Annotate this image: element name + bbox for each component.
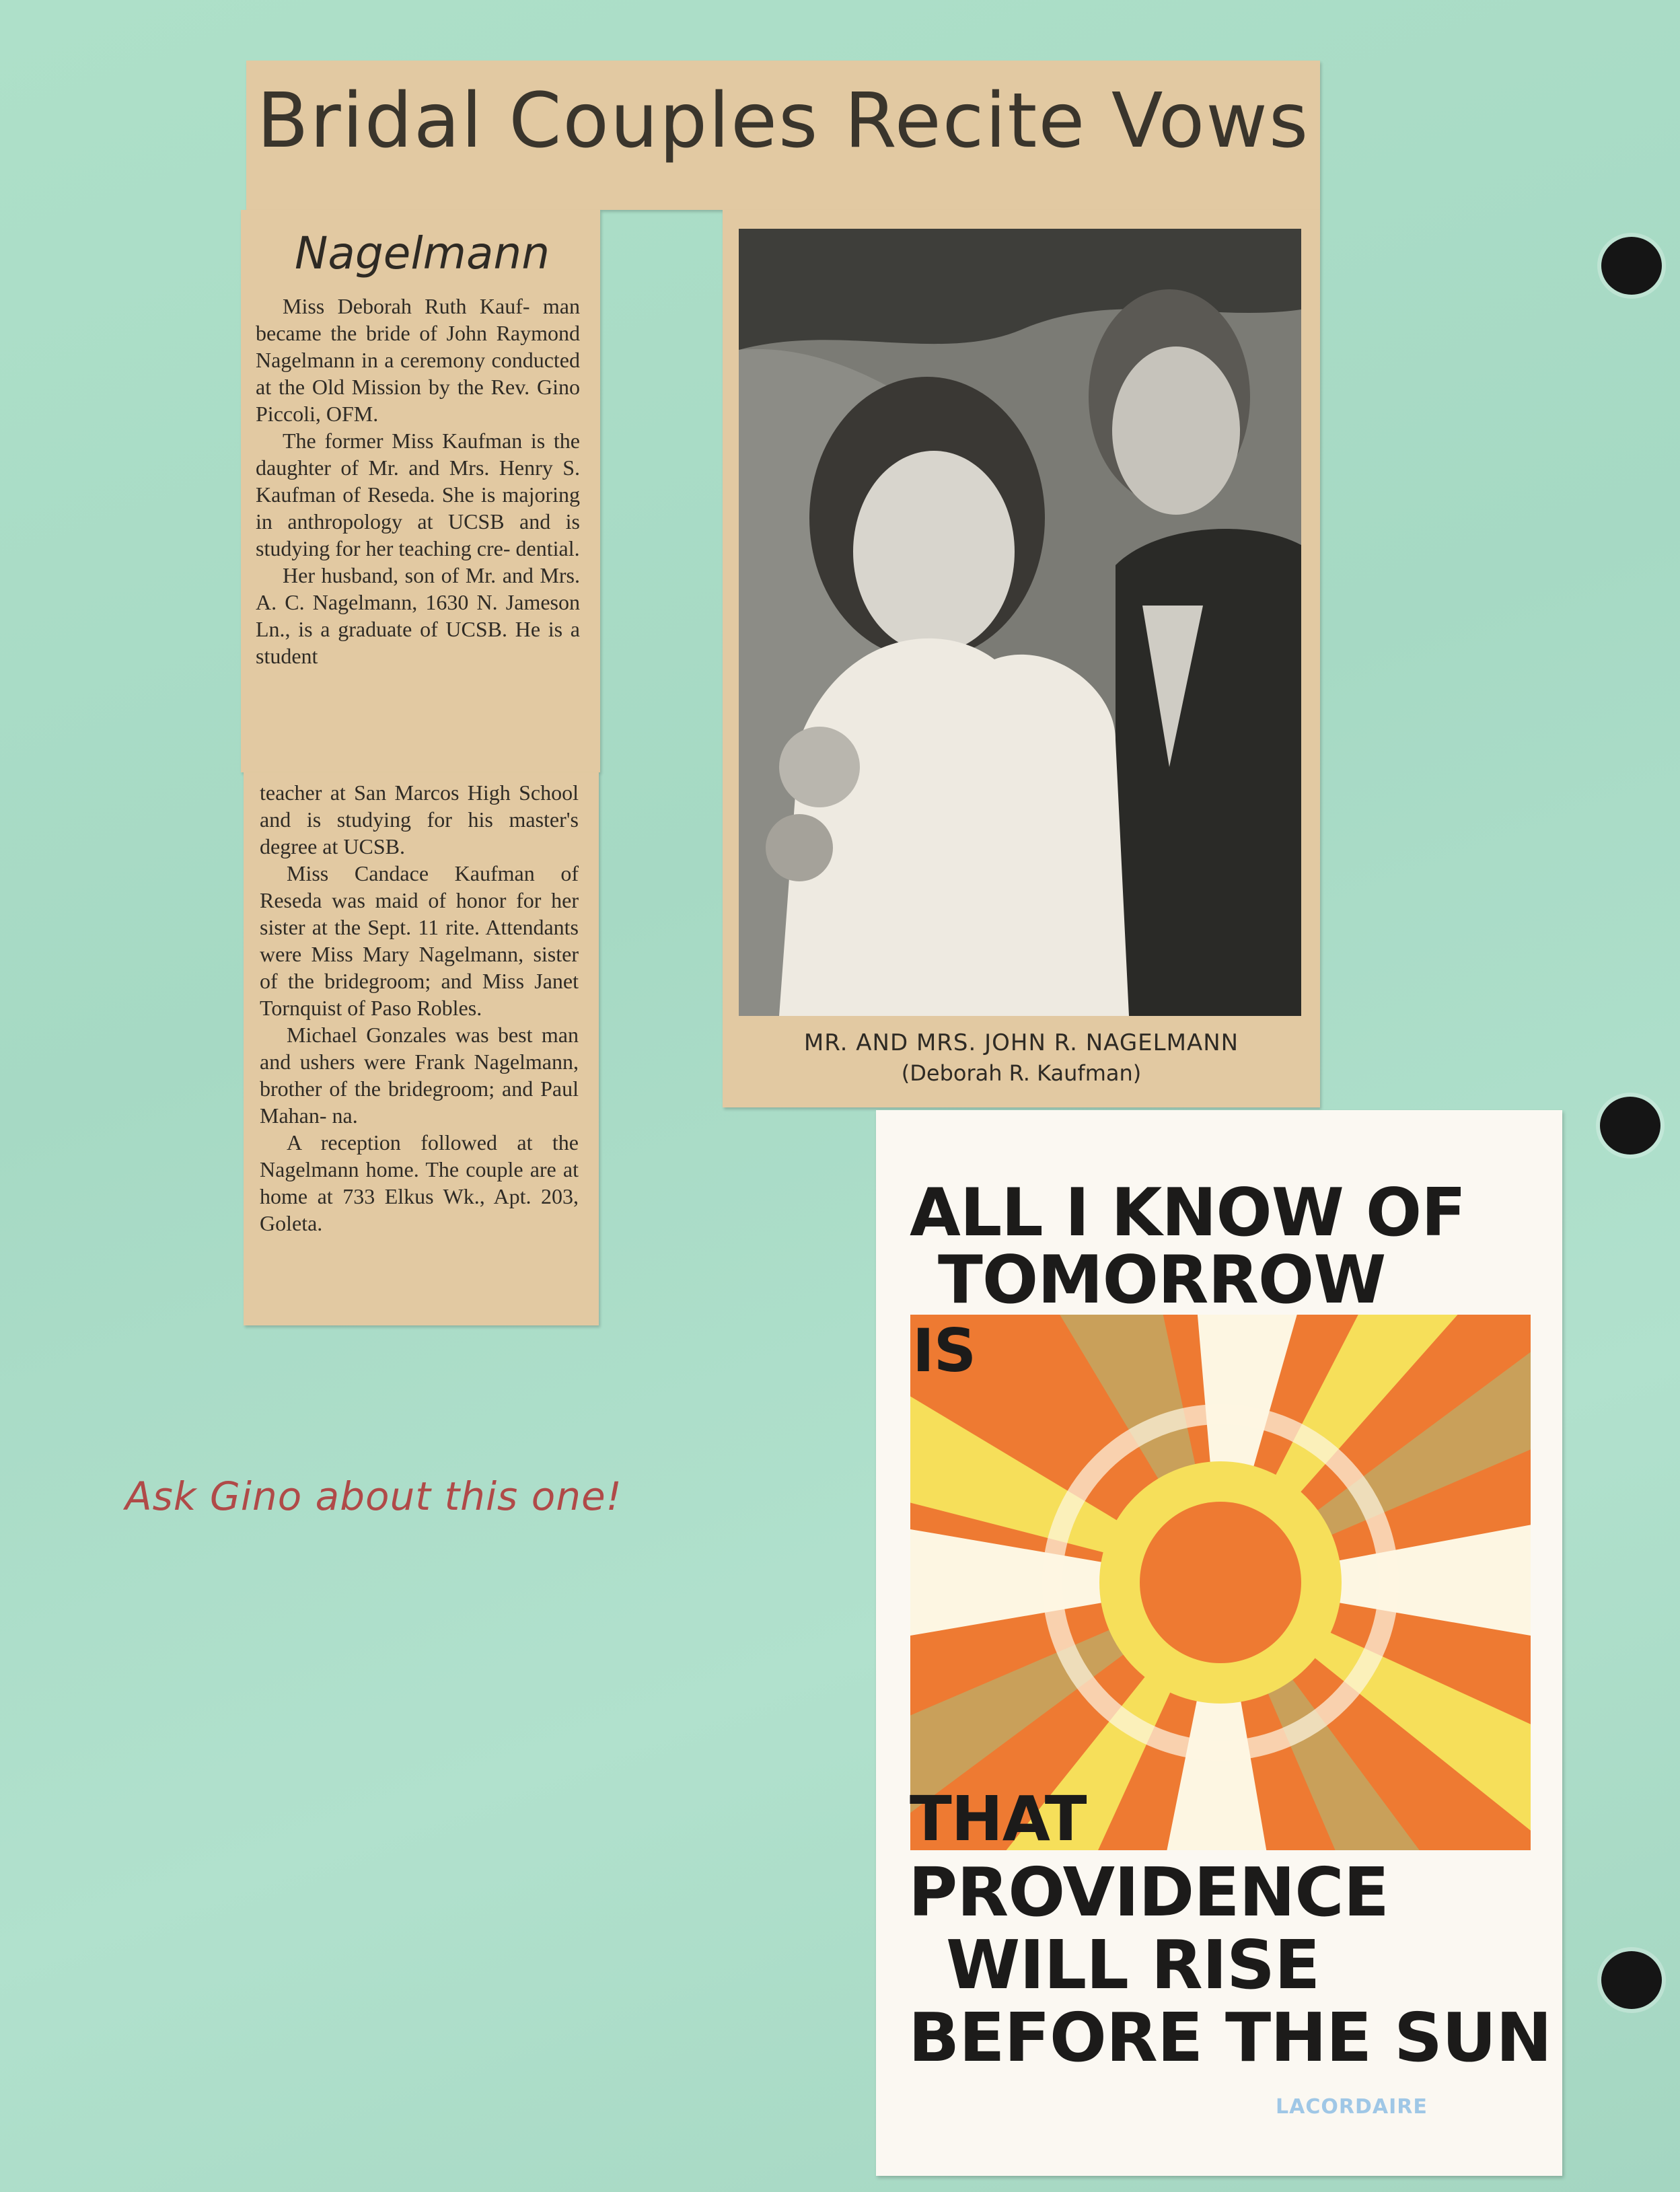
photo-caption-name: (Deborah R. Kaufman) [901, 1060, 1142, 1086]
card-text-line: THAT [910, 1783, 1087, 1855]
article-paragraph: teacher at San Marcos High School and is studying for his master's degree at UCSB. [260, 780, 579, 858]
card-text-line: PROVIDENCE [908, 1853, 1389, 1932]
article-text [260, 779, 579, 1237]
wedding-photo-clipping [723, 210, 1320, 1107]
card-text-line: BEFORE THE SUN [908, 1998, 1551, 2077]
sunburst-illustration [910, 1315, 1531, 1850]
headline-clipping [246, 61, 1320, 210]
card-text-line: IS [912, 1316, 976, 1385]
wedding-photo [739, 229, 1301, 1016]
binder-hole [1601, 237, 1662, 295]
byline: Nagelmann [295, 227, 550, 279]
binder-hole [1601, 1951, 1662, 2009]
article-paragraph: Michael Gonzales was best man and ushers were Frank Nagelmann, brother of the bridegroom; and Paul Mahan- na. [260, 1023, 579, 1128]
article-paragraph: A reception followed at the Nagelmann home. The couple are at home at 733 Elkus Wk., Apt. 203, Goleta. [260, 1130, 579, 1235]
article-column-1 [241, 210, 600, 772]
binder-hole [1600, 1097, 1660, 1155]
card-text-line: WILL RISE [946, 1926, 1320, 2004]
article-column-2 [244, 772, 599, 1325]
headline: Bridal Couples Recite Vows [256, 77, 1310, 165]
handwritten-note: Ask Gino about this one! [125, 1473, 622, 1519]
article-paragraph: Her husband, son of Mr. and Mrs. A. C. Nagelmann, 1630 N. Jameson Ln., is a graduate of UCSB. He is a student [256, 563, 580, 668]
article-text [256, 293, 580, 669]
article-paragraph: The former Miss Kaufman is the daughter of Mr. and Mrs. Henry S. Kaufman of Reseda. She is majoring in anthropology at UCSB and is studying for her teaching cre- dential. [256, 429, 580, 560]
card-text-line: TOMORROW [938, 1242, 1386, 1319]
inspirational-card [876, 1110, 1562, 2176]
couple-photo-illustration [739, 229, 1301, 1016]
card-text-line: ALL I KNOW OF [910, 1175, 1466, 1251]
article-paragraph: Miss Deborah Ruth Kauf- man became the bride of John Raymond Nagelmann in a ceremony conducted at the Old Mission by the Rev. Gino Piccoli, OFM. [256, 294, 580, 426]
card-signature: LACORDAIRE [1276, 2095, 1428, 2119]
article-paragraph: Miss Candace Kaufman of Reseda was maid of honor for her sister at the Sept. 11 rite. Attendants were Miss Mary Nagelmann, sister of the bridegroom; and Miss Janet Tornquist of Paso Robles. [260, 861, 579, 1020]
photo-caption: MR. AND MRS. JOHN R. NAGELMANN [803, 1029, 1239, 1056]
